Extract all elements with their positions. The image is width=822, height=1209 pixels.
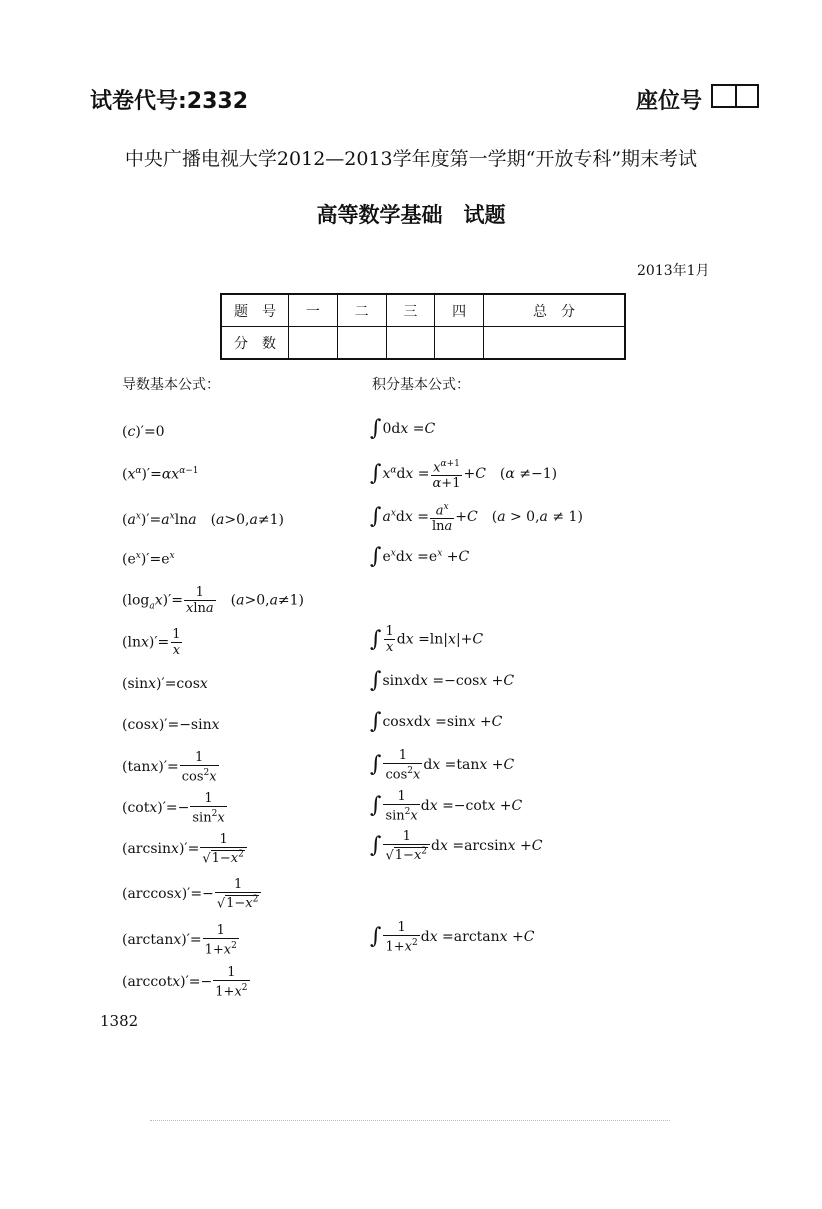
integral-heading: 积分基本公式： bbox=[372, 377, 470, 393]
derivative-formula-log-a: $(\log_ax)'=$ $\frac{1}{xlna}$ (a>0,a≠1) bbox=[122, 585, 305, 616]
derivative-formula-ln: (lnx)′= $\frac{1}{x}$ bbox=[122, 627, 181, 658]
integral-formula-natural-exp: $\int e^xdx =e^x +C$ bbox=[370, 544, 470, 569]
derivative-formula-natural-exp: $(e^x)'=e^x$ bbox=[122, 551, 175, 568]
integral-formula-zero: ∫0dx =C bbox=[370, 416, 436, 441]
page-number: 1382 bbox=[100, 1012, 139, 1030]
integral-formula-arcsin: ∫ $\frac{1}{√1-x^2}$ dx =arcsinx +C bbox=[370, 829, 543, 864]
integral-formula-cos: ∫cosxdx =sinx +C bbox=[370, 709, 503, 734]
score-cell bbox=[484, 327, 625, 360]
score-header-cell: 总 分 bbox=[484, 294, 625, 327]
score-header-cell: 二 bbox=[337, 294, 386, 327]
derivative-formula-constant: (c)′=0 bbox=[122, 424, 165, 440]
integral-formula-csc-squared: ∫ $\frac{1}{\sin^2x}$ dx =−cotx +C bbox=[370, 789, 523, 824]
derivative-formula-arctan: (arctanx)′= $\frac{1}{1+x^2}$ bbox=[122, 923, 237, 958]
scan-artifact-line bbox=[150, 1120, 670, 1122]
integral-formula-sin: ∫sinxdx =−cosx +C bbox=[370, 668, 515, 693]
score-label-cell: 分 数 bbox=[221, 327, 289, 360]
derivative-formula-cot: (cotx)′=− $\frac{1}{\sin^2x}$ bbox=[122, 791, 225, 826]
derivative-formula-arccot: (arccotx)′=− $\frac{1}{1+x^2}$ bbox=[122, 965, 248, 1000]
score-cell bbox=[337, 327, 386, 360]
score-cell bbox=[435, 327, 484, 360]
derivative-formula-arcsin: (arcsinx)′= $\frac{1}{√1-x^2}$ bbox=[122, 832, 248, 866]
score-header-cell: 三 bbox=[386, 294, 435, 327]
exam-title: 高等数学基础 试题 bbox=[316, 203, 506, 227]
seat-label: 座位号 bbox=[636, 89, 703, 114]
score-cell bbox=[289, 327, 338, 360]
score-table-header-row bbox=[221, 294, 625, 327]
integral-formula-arctan: ∫ $\frac{1}{1+x^2}$ dx =arctanx +C bbox=[370, 920, 535, 955]
exam-code: 试卷代号:2332 bbox=[90, 89, 249, 114]
exam-date: 2013年1月 bbox=[637, 263, 710, 279]
derivative-formula-sin: (sinx)′=cosx bbox=[122, 676, 208, 692]
score-table-score-row bbox=[221, 327, 625, 360]
exam-subtitle: 中央广播电视大学2012—2013学年度第一学期“开放专科”期末考试 bbox=[124, 148, 698, 170]
score-cell bbox=[386, 327, 435, 360]
derivative-formula-power: $(x^\alpha)'=\alpha x^{\alpha-1}$ bbox=[122, 466, 199, 483]
score-header-cell: 一 bbox=[289, 294, 338, 327]
score-header-cell: 题 号 bbox=[221, 294, 289, 327]
integral-formula-reciprocal: ∫ $\frac{1}{x}$ dx =ln|x|+C bbox=[370, 624, 484, 655]
score-table bbox=[220, 293, 626, 360]
integral-formula-sec-squared: ∫ $\frac{1}{\cos^2x}$ dx =tanx +C bbox=[370, 748, 515, 783]
score-header-cell: 四 bbox=[435, 294, 484, 327]
seat-number-box bbox=[711, 84, 759, 108]
integral-formula-exponential: $\int a^xdx$ = $\frac{a^x}{\ln a}$ +C (a > 0,a ≠ 1) bbox=[370, 502, 583, 535]
derivative-formula-arccos: (arccosx)′=− $\frac{1}{√1-x^2}$ bbox=[122, 877, 262, 911]
integral-formula-power: $\int x^\alpha dx$ = $\frac{x^{\alpha+1}}{\alpha+1}$ +C (α ≠−1) bbox=[370, 459, 558, 492]
derivative-formula-tan: (tanx)′= $\frac{1}{\cos^2x}$ bbox=[122, 750, 217, 785]
derivative-formula-exponential: $(a^x)'=a^x\ln a$ (a>0,a≠1) bbox=[122, 511, 284, 528]
derivative-formula-cos: (cosx)′=−sinx bbox=[122, 717, 220, 733]
derivative-heading: 导数基本公式： bbox=[122, 377, 220, 393]
